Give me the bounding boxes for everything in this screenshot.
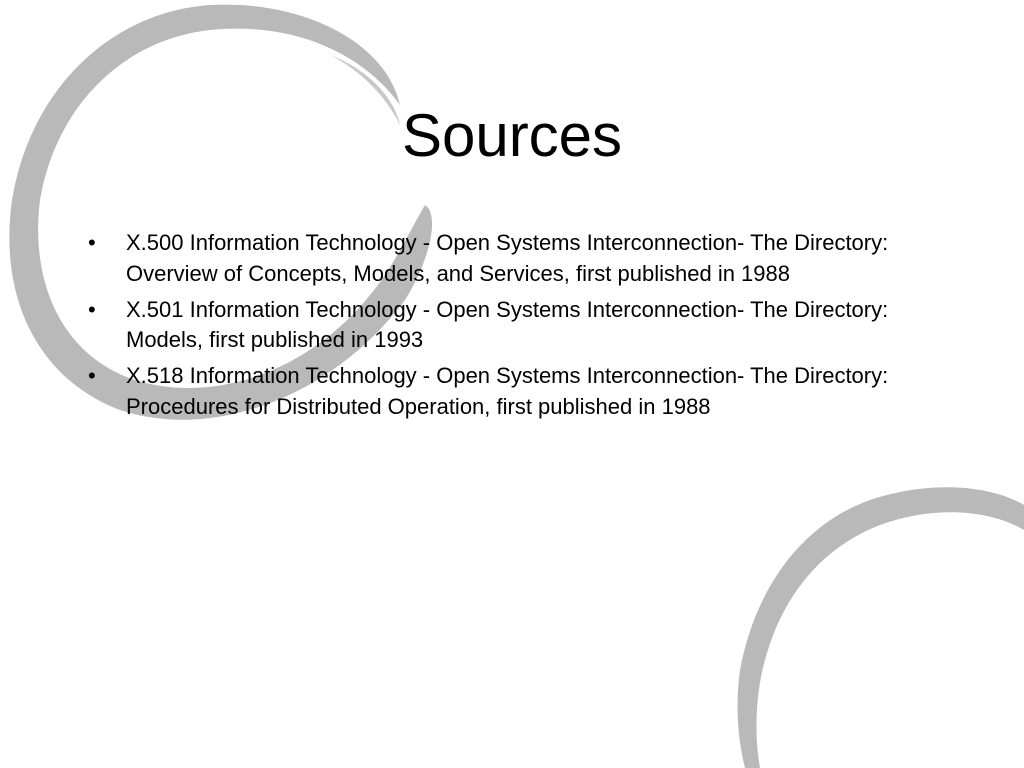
bullet-icon: • <box>88 296 96 322</box>
small-circle-stroke <box>738 487 1024 768</box>
source-text: X.500 Information Technology - Open Systems Interconnection- The Directory: Overview of Concepts, Models, and Services, first published in 1988 <box>126 230 889 286</box>
bullet-icon: • <box>88 230 96 255</box>
source-text: X.518 Information Technology - Open Systems Interconnection- The Directory: Procedures for Distributed Operation, first published in 1988 <box>126 363 889 419</box>
bullet-icon: • <box>88 363 96 388</box>
slide-title: Sources <box>401 102 623 169</box>
source-item-x518 <box>88 361 938 422</box>
sources-list <box>88 228 938 428</box>
source-item-x501 <box>88 295 938 356</box>
source-item-x500 <box>88 228 938 289</box>
source-text: X.501 Information Technology - Open Systems Interconnection- The Directory: Models, first published in 1993 <box>126 296 889 352</box>
